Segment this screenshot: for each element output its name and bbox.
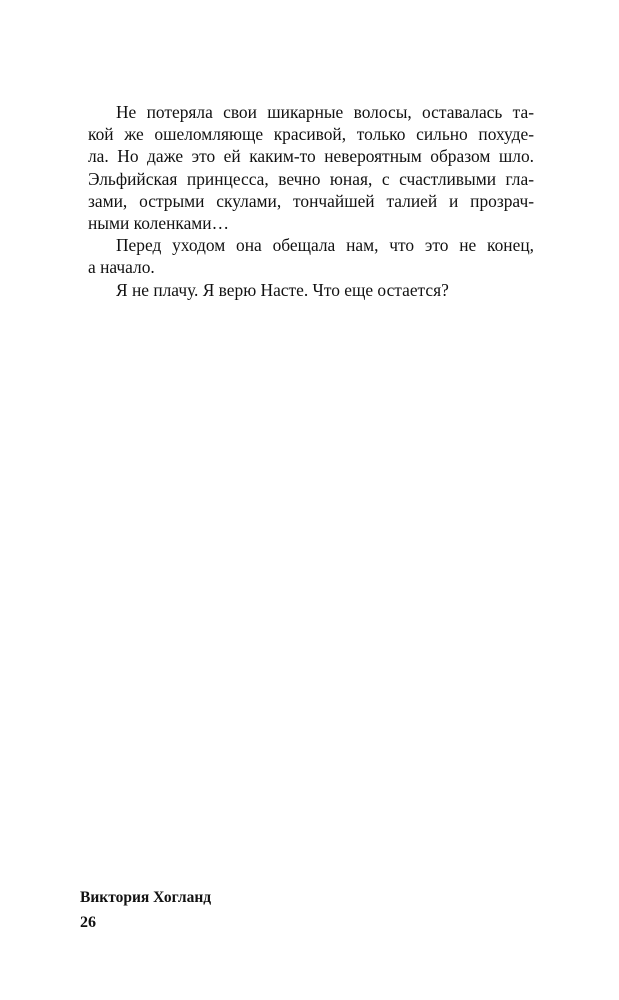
text-line: а начало.	[88, 257, 155, 278]
page-footer	[80, 888, 211, 934]
text-line: ла. Но даже это ей каким-то невероятным образом шло.	[88, 146, 534, 167]
text-line: кой же ошеломляюще красивой, только сильно похуде-	[88, 124, 534, 145]
author-name: Виктория Хогланд	[80, 889, 212, 906]
text-line: Я не плачу. Я верю Насте. Что еще остается?	[116, 279, 449, 300]
text-line: Эльфийская принцесса, вечно юная, с счастливыми гла-	[88, 168, 534, 189]
body-text	[88, 101, 534, 301]
text-line: зами, острыми скулами, тончайшей талией и прозрач-	[88, 190, 534, 211]
text-line: Перед уходом она обещала нам, что это не конец,	[116, 235, 534, 256]
text-line: Не потеряла свои шикарные волосы, оставалась та-	[116, 102, 534, 122]
text-line: ными коленками…	[88, 212, 229, 233]
page-number: 26	[80, 914, 96, 931]
